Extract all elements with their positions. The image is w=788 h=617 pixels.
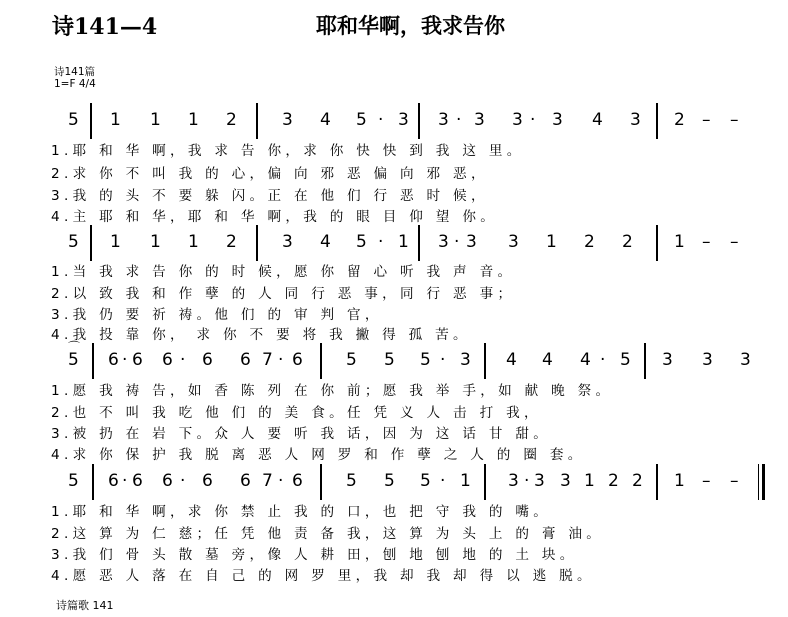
lyric-line-3-1: 1.愿 我 祷 告，如 香 陈 列 在 你 前；愿 我 举 手，如 献 晚 祭。 bbox=[51, 383, 614, 399]
barline bbox=[484, 464, 486, 500]
page-title: 耶和华啊，我求告你 bbox=[316, 13, 505, 38]
barline bbox=[418, 225, 420, 261]
lyric-line-3-4: 4.求 你 保 护 我 脱 离 恶 人 网 罗 和 作 孽 之 人 的 圈 套。 bbox=[51, 447, 586, 463]
lyric-line-3-2: 2.也 不 叫 我 吃 他 们 的 美 食。任 凭 义 人 击 打 我， bbox=[51, 405, 542, 421]
barline bbox=[90, 225, 92, 261]
lyric-line-2-2: 2.以 致 我 和 作 孽 的 人 同 行 恶 事，同 行 恶 事； bbox=[51, 286, 516, 302]
lyric-line-2-1: 1.当 我 求 告 你 的 时 候，愿 你 留 心 听 我 声 音。 bbox=[51, 264, 516, 280]
lyric-line-1-4: 4.主 耶 和 华，耶 和 华 啊，我 的 眼 目 仰 望 你。 bbox=[51, 209, 499, 225]
lyric-line-2-3: 3.我 仍 要 祈 祷。他 们 的 审 判 官， bbox=[51, 307, 383, 323]
psalm-label: 诗141篇 bbox=[54, 66, 96, 78]
notation-line-4: 5 6 · 6 6 · 6 6 7 · 6 5 5 5 · 1 3 · 3 3 1 2 2 1 – – bbox=[68, 471, 739, 491]
footer-label: 诗篇歌 141 bbox=[56, 599, 114, 612]
lyric-line-4-2: 2.这 算 为 仁 慈；任 凭 他 责 备 我，这 算 为 头 上 的 膏 油。 bbox=[51, 526, 605, 542]
hymn-number: 诗141—4 bbox=[52, 14, 158, 40]
lyric-line-4-1: 1.耶 和 华 啊，求 你 禁 止 我 的 口，也 把 守 我 的 嘴。 bbox=[51, 504, 552, 520]
barline bbox=[418, 103, 420, 139]
final-barline-thick bbox=[762, 464, 765, 500]
notation-line-1: 5 1 1 1 2 3 4 5 · 3 3 · 3 3 · 3 4 3 2 – – bbox=[68, 110, 739, 130]
barline bbox=[656, 464, 658, 500]
lyric-line-4-3: 3.我 们 骨 头 散 墓 旁，像 人 耕 田，刨 地 刨 地 的 土 块。 bbox=[51, 547, 578, 563]
lyric-line-1-1: 1.耶 和 华 啊，我 求 告 你，求 你 快 快 到 我 这 里。 bbox=[51, 143, 525, 159]
lyric-line-3-3: 3.被 扔 在 岩 下。众 人 要 听 我 话，因 为 这 话 甘 甜。 bbox=[51, 426, 552, 442]
barline bbox=[484, 343, 486, 379]
barline bbox=[656, 103, 658, 139]
barline bbox=[320, 464, 322, 500]
barline bbox=[92, 343, 94, 379]
notation-line-3: 5 6 · 6 6 · 6 6 7 · 6 5 5 5 · 3 4 4 4 · 5 3 3 3 bbox=[68, 350, 751, 370]
key-signature: 1=F 4/4 bbox=[54, 78, 96, 90]
barline bbox=[320, 343, 322, 379]
lyric-line-2-4: 4.我 投 靠 你， 求 你 不 要 将 我 撇 得 孤 苦。 bbox=[51, 327, 471, 343]
lyric-line-4-4: 4.愿 恶 人 落 在 自 己 的 网 罗 里，我 却 我 却 得 以 逃 脱。 bbox=[51, 568, 595, 584]
barline bbox=[92, 464, 94, 500]
fermata-icon: ⌒ bbox=[68, 340, 81, 354]
barline bbox=[256, 225, 258, 261]
barline bbox=[656, 225, 658, 261]
barline bbox=[90, 103, 92, 139]
lyric-line-1-3: 3.我 的 头 不 要 躲 闪。正 在 他 们 行 恶 时 候， bbox=[51, 188, 489, 204]
final-barline-thin bbox=[758, 464, 759, 500]
notation-line-2: 5 1 1 1 2 3 4 5 · 1 3 · 3 3 1 2 2 1 – – bbox=[68, 232, 739, 252]
barline bbox=[644, 343, 646, 379]
lyric-line-1-2: 2.求 你 不 叫 我 的 心，偏 向 邪 恶 偏 向 邪 恶， bbox=[51, 166, 489, 182]
barline bbox=[256, 103, 258, 139]
